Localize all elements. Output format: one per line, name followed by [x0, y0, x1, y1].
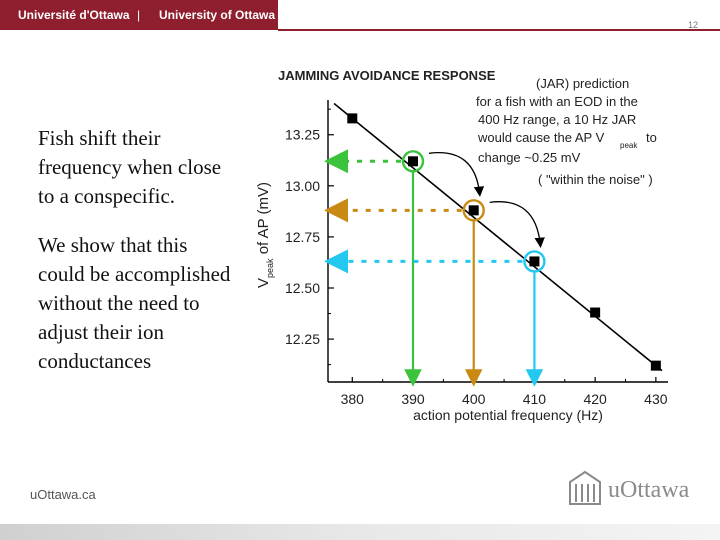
annotation-line-6: ( "within the noise" ) — [538, 172, 653, 187]
x-tick-label: 380 — [340, 391, 364, 407]
university-brand-band — [0, 0, 278, 30]
brand-separator: | — [137, 8, 141, 22]
slide-body — [38, 124, 238, 396]
y-tick-label: 13.00 — [284, 177, 320, 194]
x-tick-label: 390 — [401, 391, 425, 407]
data-point — [651, 361, 661, 371]
chart-title: JAMMING AVOIDANCE RESPONSE — [278, 68, 496, 83]
header-rule — [278, 29, 720, 31]
data-point — [469, 205, 479, 215]
y-tick-label: 12.75 — [284, 228, 320, 245]
y-axis-label-sub: peak — [265, 258, 275, 278]
x-tick-label: 430 — [644, 391, 668, 407]
annotation-line-4b: to — [646, 130, 657, 145]
footer-strip — [0, 524, 720, 540]
x-tick-label: 410 — [522, 391, 547, 407]
annotation-line-5: change ~0.25 mV — [478, 150, 581, 165]
x-tick-label: 400 — [462, 391, 486, 407]
slide-number: 12 — [687, 20, 698, 30]
annotation-line-2: for a fish with an EOD in the — [476, 94, 638, 109]
brand-english: University of Ottawa — [159, 8, 276, 22]
footer-logo-text: uOttawa — [608, 477, 690, 503]
data-point — [590, 308, 600, 318]
data-point — [347, 113, 357, 123]
x-tick-label: 420 — [583, 391, 607, 407]
jar-chart — [248, 60, 678, 440]
body-paragraph-2: We show that this could be accomplished without the need to adjust their ion conductances — [38, 233, 231, 373]
footer-url[interactable]: uOttawa.ca — [30, 487, 96, 502]
annotation-line-4a: would cause the AP V — [478, 130, 605, 145]
annotation-line-4-sub: peak — [620, 141, 638, 150]
y-axis-label-main: V — [255, 277, 272, 288]
y-tick-label: 13.25 — [284, 126, 320, 143]
y-axis-label — [255, 182, 275, 288]
jar-arrow-2 — [490, 202, 541, 246]
brand-french: Université d'Ottawa — [18, 8, 130, 22]
top-bar — [0, 0, 720, 30]
data-point — [529, 256, 539, 266]
y-tick-label: 12.25 — [284, 331, 320, 348]
y-axis-label-rest: of AP (mV) — [255, 182, 272, 259]
x-axis-label: action potential frequency (Hz) — [413, 407, 603, 423]
body-paragraph-1: Fish shift their frequency when close to a conspecific. — [38, 126, 222, 208]
data-point — [408, 156, 418, 166]
y-tick-label: 12.50 — [284, 280, 320, 296]
annotation-line-3: 400 Hz range, a 10 Hz JAR — [478, 112, 637, 127]
annotation-line-1: (JAR) prediction — [536, 76, 630, 91]
